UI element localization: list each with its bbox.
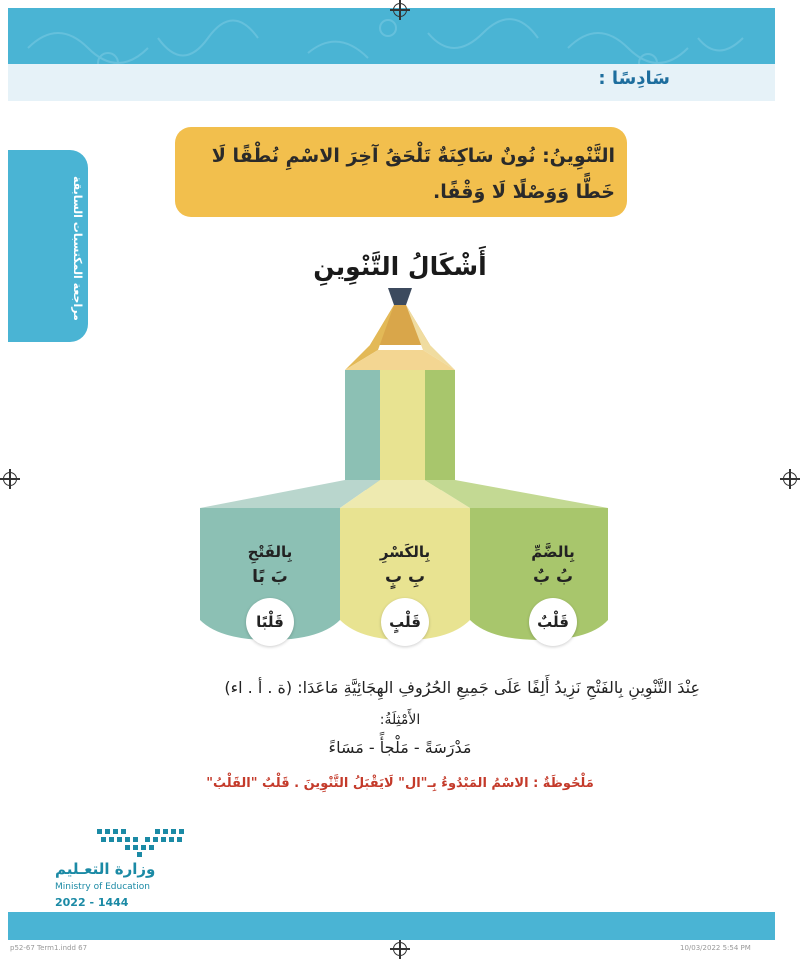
ministry-name-english: Ministry of Education [55, 882, 150, 892]
column-example-kasra-text: قَلْبٍ [389, 613, 421, 631]
column-label-damma: بِالضَّمِّ [531, 543, 575, 561]
pencil-barrel-left [345, 370, 380, 490]
year-text: 2022 - 1444 [55, 896, 129, 909]
examples-text: مَدْرَسَةً - مَلْجأً - مَسَاءً [328, 738, 472, 757]
pencil-title: أَشْكَالُ التَّنْوِينِ [313, 252, 487, 281]
pencil-tip [388, 288, 412, 305]
registration-mark-icon [783, 472, 797, 486]
registration-mark-icon [393, 942, 407, 956]
column-sample-kasra: بِ بٍ [384, 567, 426, 587]
column-example-damma [529, 598, 577, 646]
registration-mark-icon [393, 3, 407, 17]
column-example-fatha-text: قَلْبًا [256, 613, 284, 631]
bottom-band [8, 912, 775, 940]
ministry-name-arabic: وزارة التعـليم [55, 860, 156, 878]
column-example-damma-text: قَلْبٌ [537, 613, 569, 631]
crop-footer-right: 10/03/2022 5:54 PM [680, 944, 751, 952]
pencil-barrel-mid [380, 370, 425, 490]
column-sample-fatha: بَ بًا [252, 567, 288, 587]
section-title: سَادِسًا : [598, 68, 670, 89]
column-sample-damma: بُ بٌ [532, 567, 574, 587]
column-example-kasra [381, 598, 429, 646]
column-label-fatha: بِالفَتْحِ [247, 543, 293, 561]
side-tab-label: مراجعة المكتسبات السابقة [71, 175, 84, 321]
column-example-fatha [246, 598, 294, 646]
column-label-kasra: بِالكَسْرِ [379, 543, 431, 561]
crop-footer-left: p52-67 Term1.indd 67 [10, 944, 88, 952]
examples-label: الأَمْثِلَةُ: [379, 712, 421, 728]
note-text: مَلْحُوظَةٌ : الاسْمُ المَبْدُوءُ بِـ"ال" لَايَقْبَلُ التَّنْوِينَ . قَلْبٌ "القَلْبُ" [206, 776, 594, 791]
registration-mark-icon [3, 472, 17, 486]
definition-text: التَّنْوِينُ: نُونٌ سَاكِنَةٌ تَلْحَقُ آخِرَ الاسْمِ نُطْقًا لَا خَطًّا وَوَصْلًا لَا وَقْفًا. [211, 145, 615, 203]
pencil-barrel-right [425, 370, 455, 490]
rule-text: عِنْدَ التَّنْوِينِ بِالفَتْحِ نَزِيدُ أَلِفًا عَلَى جَمِيعِ الحُرُوفِ الهِجَائِيَّةِ مَاعَدَا: (ة . أ . اء) [224, 678, 700, 697]
ministry-logo-icon [95, 825, 191, 859]
pencil-cone-base [345, 350, 455, 370]
